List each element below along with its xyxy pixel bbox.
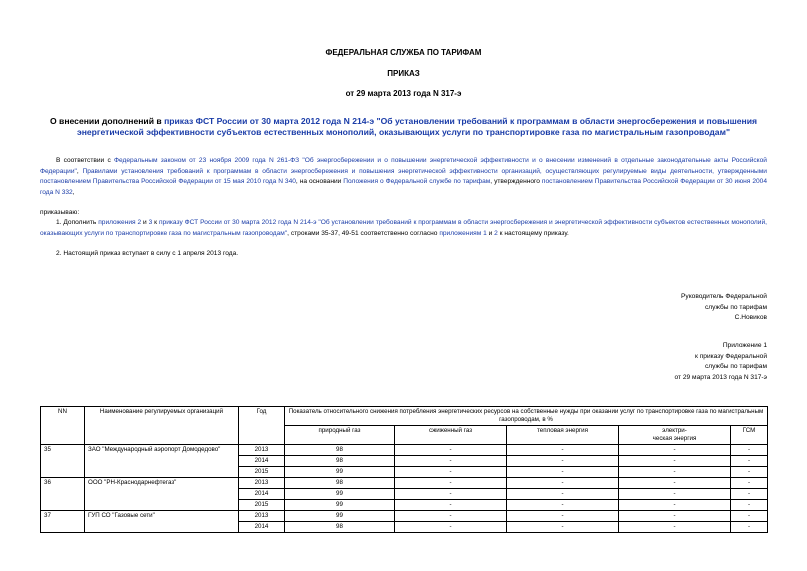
appendix-block (675, 341, 768, 383)
table-body (41, 445, 768, 533)
cell-fuel: - (731, 500, 768, 511)
paragraph-item-2: 2. Настоящий приказ вступает в силу с 1 апреля 2013 года. (56, 250, 239, 257)
header-heat-energy: тепловая энергия (507, 426, 619, 445)
p1-text-b: , (76, 167, 83, 175)
cell-gas: 98 (285, 522, 395, 533)
cell-organization: ГУП СО "Газовые сети" (85, 511, 239, 533)
cell-year: 2013 (239, 511, 285, 522)
doc-title (40, 116, 767, 138)
link-rules[interactable]: Правилами установления требований к программам в области энергосбережения и повышения энергетической эффективности организаций, осуществляющих регулируемые виды деятельности, утвержденными постановлением Правительства Российской Федерации от 15 мая 2010 года N 340 (40, 167, 767, 185)
p1-text-c: , на основании (295, 178, 344, 185)
cell-year: 2015 (239, 500, 285, 511)
table-row (41, 511, 768, 522)
title-link[interactable]: приказ ФСТ России от 30 марта 2012 года N 214-э "Об установлении требований к программам в области энергосбережения и повышения энергетической эффективности субъектов естественных монополий, оказывающих услуги по транспортировке газа по магистральным газопроводам" (76, 116, 758, 137)
link-government-decree[interactable]: постановлением Правительства Российской Федерации от 30 июня 2004 года N 332 (40, 178, 767, 196)
p3-text-c: к (152, 219, 159, 226)
link-federal-law[interactable]: Федеральным законом от 23 ноября 2009 года N 261-ФЗ "Об энергосбережении и о повышении энергетической эффективности и о внесении изменений в отдельные законодательные акты Российской Федерации" (40, 157, 767, 175)
cell-elec: - (619, 467, 731, 478)
appendix-line-2: к приказу Федеральной (695, 352, 767, 360)
cell-nn: 36 (41, 478, 85, 511)
appendix-line-1: Приложение 1 (722, 342, 767, 349)
p1-text-a: В соответствии с (56, 157, 114, 164)
signature-line-1: Руководитель Федеральной (681, 293, 767, 300)
agency-heading: ФЕДЕРАЛЬНАЯ СЛУЖБА ПО ТАРИФАМ (325, 48, 482, 57)
cell-elec: - (619, 445, 731, 456)
cell-year: 2014 (239, 456, 285, 467)
doc-date-number: от 29 марта 2013 года N 317-э (345, 89, 462, 98)
header-year: Год (239, 407, 285, 445)
cell-year: 2014 (239, 489, 285, 500)
cell-year: 2015 (239, 467, 285, 478)
cell-heat: - (507, 511, 619, 522)
link-appendix-2[interactable]: приложения 2 (98, 219, 142, 226)
cell-gas: 99 (285, 467, 395, 478)
cell-heat: - (507, 500, 619, 511)
cell-organization: ООО "РН-Краснодарнефтегаз" (85, 478, 239, 511)
cell-fuel: - (731, 489, 768, 500)
cell-heat: - (507, 467, 619, 478)
cell-elec: - (619, 456, 731, 467)
link-regulation[interactable]: Положения о Федеральной службе по тарифам (343, 178, 491, 185)
cell-lpg: - (395, 511, 507, 522)
cell-heat: - (507, 478, 619, 489)
cell-gas: 98 (285, 478, 395, 489)
header-nn: NN (41, 407, 85, 445)
cell-year: 2013 (239, 445, 285, 456)
cell-lpg: - (395, 445, 507, 456)
cell-organization: ЗАО "Международный аэропорт Домодедово" (85, 445, 239, 478)
appendix-line-3: службы по тарифам (704, 363, 767, 370)
cell-gas: 99 (285, 511, 395, 522)
p1-text-d: , утвержденного (490, 178, 542, 185)
table-row (41, 478, 768, 489)
cell-lpg: - (395, 467, 507, 478)
cell-heat: - (507, 445, 619, 456)
cell-elec: - (619, 500, 731, 511)
cell-heat: - (507, 489, 619, 500)
cell-heat: - (507, 522, 619, 533)
signature-line-2: службы по тарифам (704, 303, 767, 311)
cell-lpg: - (395, 478, 507, 489)
cell-nn: 37 (41, 511, 85, 533)
link-order-214[interactable]: приказу ФСТ России от 30 марта 2012 года N 214-э "Об установлении требований к программам в области энергосбережения и энергетической эффективности субъектов естественных монополий, оказывающих услуги по транспортировке газа по магистральным газопроводам" (40, 219, 767, 237)
link-attachment-1[interactable]: приложениям 1 (439, 229, 487, 237)
header-electric-energy: электри- ческая энергия (619, 426, 731, 445)
cell-fuel: - (731, 478, 768, 489)
cell-nn: 35 (41, 445, 85, 478)
title-prefix: О внесении дополнений в (49, 116, 165, 126)
header-fuel: ГСМ (731, 426, 768, 445)
cell-lpg: - (395, 522, 507, 533)
paragraph-order: приказываю: (40, 209, 80, 216)
cell-year: 2013 (239, 478, 285, 489)
p3-text-d: , строками 35-37, 49-51 соответственно согласно (287, 229, 440, 237)
cell-elec: - (619, 489, 731, 500)
cell-elec: - (619, 522, 731, 533)
signature-name: С.Новиков (734, 314, 767, 321)
p3-text-b: и (141, 219, 149, 226)
paragraph-basis (40, 156, 767, 198)
cell-elec: - (619, 478, 731, 489)
cell-lpg: - (395, 456, 507, 467)
table-row (41, 445, 768, 456)
link-appendix-3[interactable]: 3 (148, 219, 153, 226)
appendix-line-4: от 29 марта 2013 года N 317-э (674, 373, 767, 381)
header-indicator: Показатель относительного снижения потребления энергетических ресурсов на собственные нужды при оказании услуг по транспортировке газа по магистральным газопроводам, в % (285, 407, 768, 426)
cell-fuel: - (731, 511, 768, 522)
header-natural-gas: природный газ (285, 426, 395, 445)
cell-fuel: - (731, 522, 768, 533)
p3-text-f: к настоящему приказу. (497, 229, 569, 237)
cell-fuel: - (731, 467, 768, 478)
p3-text-a: 1. Дополнить (56, 219, 99, 226)
header-organization: Наименование регулируемых организаций (85, 407, 239, 445)
header-liquefied-gas: сжиженный газ (395, 426, 507, 445)
cell-lpg: - (395, 489, 507, 500)
cell-gas: 99 (285, 500, 395, 511)
cell-lpg: - (395, 500, 507, 511)
cell-fuel: - (731, 445, 768, 456)
p3-text-e: и (486, 229, 495, 237)
cell-heat: - (507, 456, 619, 467)
cell-gas: 99 (285, 489, 395, 500)
indicators-table (40, 406, 768, 533)
doc-type-heading: ПРИКАЗ (387, 69, 420, 78)
cell-gas: 98 (285, 456, 395, 467)
p1-text-e: , (72, 188, 75, 196)
cell-fuel: - (731, 456, 768, 467)
signature-block (681, 292, 767, 324)
cell-gas: 98 (285, 445, 395, 456)
link-attachment-2[interactable]: 2 (494, 229, 498, 237)
cell-elec: - (619, 511, 731, 522)
cell-year: 2014 (239, 522, 285, 533)
paragraph-item-1 (40, 218, 767, 239)
